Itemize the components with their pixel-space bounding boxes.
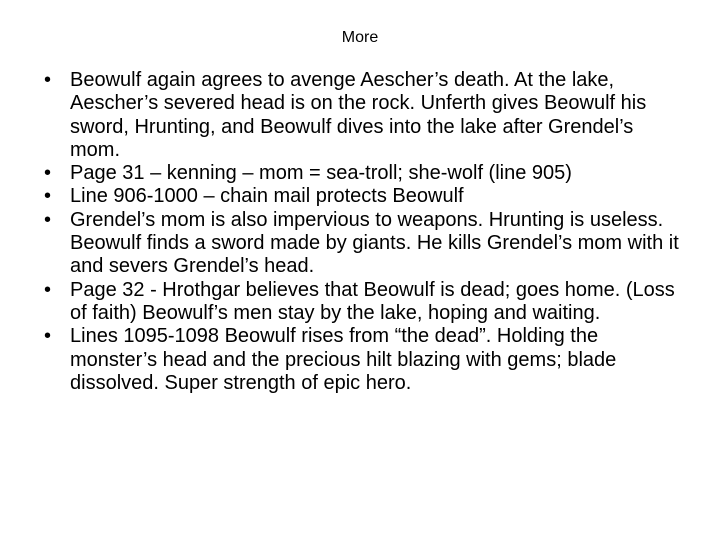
bullet-item [44, 162, 686, 185]
bullet-item [44, 185, 686, 208]
bullet-icon: • [44, 162, 52, 185]
bullet-item [44, 325, 686, 395]
bullet-text: Page 32 - Hrothgar believes that Beowulf is dead; goes home. (Loss of faith) Beowulf’s men stay by the lake, hoping and waiting. [70, 278, 675, 324]
bullet-text: Lines 1095-1098 Beowulf rises from “the dead”. Holding the monster’s head and the precious hilt blazing with gems; blade dissolved. Super strength of epic hero. [70, 325, 617, 394]
bullet-text: Line 906-1000 – chain mail protects Beowulf [70, 185, 464, 208]
bullet-list [44, 69, 686, 395]
bullet-icon: • [44, 69, 52, 91]
bullet-item [44, 209, 686, 279]
bullet-text: Grendel’s mom is also impervious to weapons. Hrunting is useless. Beowulf finds a sword made by giants. He kills Grendel’s mom with it and severs Grendel’s head. [70, 208, 679, 278]
bullet-text: Beowulf again agrees to avenge Aescher’s death. At the lake, Aescher’s severed head is on the rock. Unferth gives Beowulf his sword, Hrunting, and Beowulf dives into the lake after Grendel’s mom. [70, 69, 647, 161]
bullet-icon: • [44, 185, 52, 208]
slide-title: More [341, 29, 379, 46]
bullet-item [44, 279, 686, 326]
bullet-text: Page 31 – kenning – mom = sea-troll; she-wolf (line 905) [70, 162, 572, 185]
bullet-icon: • [44, 325, 52, 348]
bullet-icon: • [44, 278, 52, 301]
bullet-item [44, 69, 686, 162]
bullet-icon: • [44, 208, 52, 231]
